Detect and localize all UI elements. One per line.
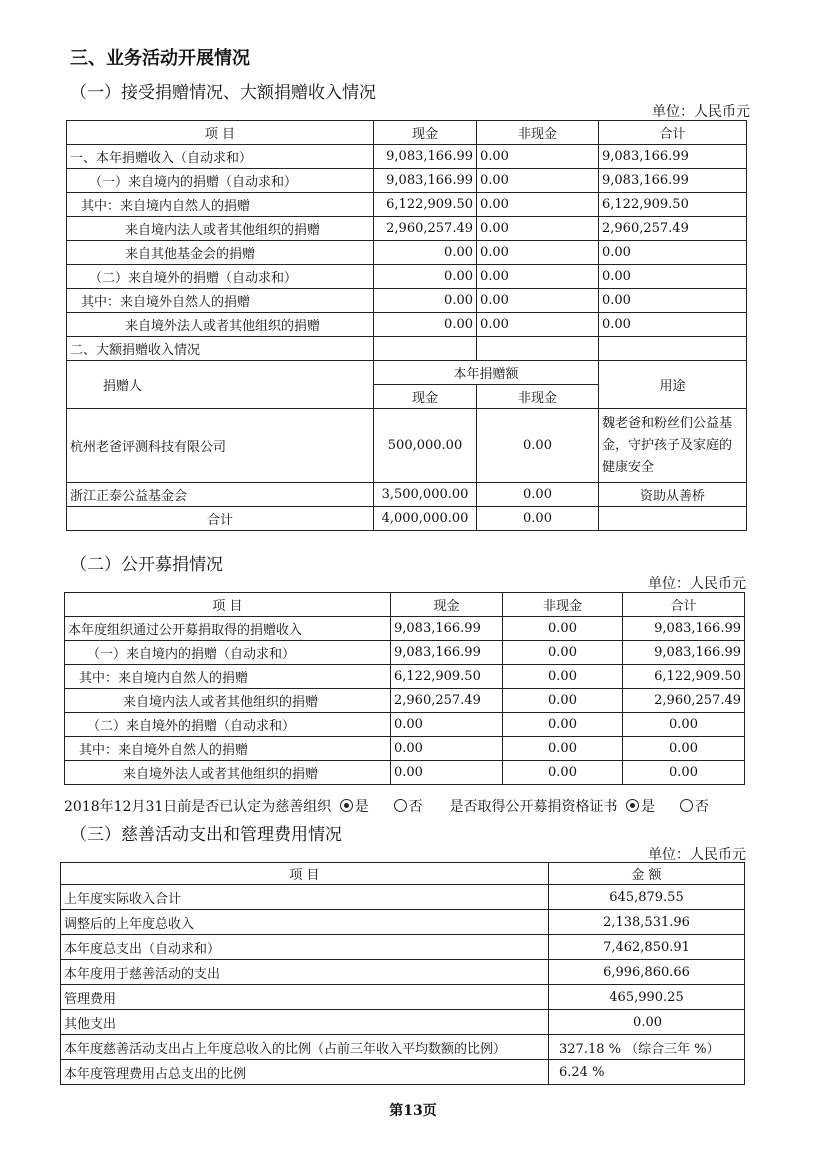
table-row xyxy=(61,960,745,985)
donation-table xyxy=(66,120,747,531)
row-cash: 0.00 xyxy=(391,713,503,737)
row-noncash: 0.00 xyxy=(503,665,623,689)
donor-use: 魏老爸和粉丝们公益基金，守护孩子及家庭的健康安全 xyxy=(599,409,747,483)
row-label: 其中：来自境内自然人的捐赠 xyxy=(65,665,391,689)
cert-yes-radio[interactable] xyxy=(626,799,639,812)
header-amount: 金 额 xyxy=(549,863,745,885)
row-label: 调整后的上年度总收入 xyxy=(61,910,549,935)
header-cash: 现金 xyxy=(391,593,503,617)
table-row xyxy=(67,217,747,241)
row-noncash: 0.00 xyxy=(477,289,599,313)
row-total: 6,122,909.50 xyxy=(623,665,745,689)
page-number: 第13页 xyxy=(389,1103,437,1119)
row-total: 9,083,166.99 xyxy=(623,641,745,665)
row-noncash: 0.00 xyxy=(503,689,623,713)
row-label: 来自境内法人或者其他组织的捐赠 xyxy=(67,217,374,241)
row-noncash: 0.00 xyxy=(477,193,599,217)
expense-table xyxy=(60,862,745,1085)
row-noncash: 0.00 xyxy=(477,169,599,193)
donor-name: 浙江正泰公益基金会 xyxy=(67,483,374,507)
table-row xyxy=(67,409,747,483)
table-row xyxy=(61,1010,745,1035)
donor-noncash: 0.00 xyxy=(477,409,599,483)
row-total: 0.00 xyxy=(623,737,745,761)
table-row xyxy=(67,265,747,289)
table-row xyxy=(61,985,745,1010)
row-label: 管理费用 xyxy=(61,985,549,1010)
header-item: 项 目 xyxy=(65,593,391,617)
row-cash: 6,122,909.50 xyxy=(374,193,477,217)
row-label: 本年度总支出（自动求和） xyxy=(61,935,549,960)
table-row xyxy=(67,313,747,337)
table-row xyxy=(67,289,747,313)
row-label: 本年度用于慈善活动的支出 xyxy=(61,960,549,985)
row-cash: 0.00 xyxy=(391,761,503,785)
row-total: 0.00 xyxy=(623,761,745,785)
row-cash: 0.00 xyxy=(391,737,503,761)
row-label: 来自境内法人或者其他组织的捐赠 xyxy=(65,689,391,713)
row-cash: 0.00 xyxy=(374,241,477,265)
row-noncash: 0.00 xyxy=(503,641,623,665)
table-row xyxy=(67,337,747,361)
row-value: 465,990.25 xyxy=(549,985,745,1010)
charity-yes-label: 是 xyxy=(354,799,369,815)
row-label: 来自境外法人或者其他组织的捐赠 xyxy=(67,313,374,337)
row-label: （二）来自境外的捐赠（自动求和） xyxy=(67,265,374,289)
total-label: 合计 xyxy=(67,507,374,531)
subsection-title-public: （二）公开募捐情况 xyxy=(70,555,223,575)
row-label: 来自境外法人或者其他组织的捐赠 xyxy=(65,761,391,785)
row-noncash: 0.00 xyxy=(503,761,623,785)
fundraising-cert-question: 是否取得公开募捐资格证书 xyxy=(449,799,618,815)
row-cash: 2,960,257.49 xyxy=(374,217,477,241)
table-row xyxy=(65,689,745,713)
row-label: 其中：来自境外自然人的捐赠 xyxy=(67,289,374,313)
donor-use: 资助从善桥 xyxy=(599,483,747,507)
row-cash: 9,083,166.99 xyxy=(391,617,503,641)
cert-no-radio[interactable] xyxy=(680,799,693,812)
row-cash: 9,083,166.99 xyxy=(391,641,503,665)
large-donation-label: 二、大额捐赠收入情况 xyxy=(67,337,374,361)
donor-noncash: 0.00 xyxy=(477,483,599,507)
row-cash: 6,122,909.50 xyxy=(391,665,503,689)
row-value: 2,138,531.96 xyxy=(549,910,745,935)
charity-no-label: 否 xyxy=(408,799,423,815)
header-noncash: 非现金 xyxy=(503,593,623,617)
charity-no-radio[interactable] xyxy=(394,799,407,812)
use-header: 用途 xyxy=(599,361,747,409)
unit-label: 单位：人民币元 xyxy=(652,104,750,120)
table-header-row xyxy=(67,121,747,145)
donor-cash-header: 现金 xyxy=(374,385,477,409)
donor-name: 杭州老爸评测科技有限公司 xyxy=(67,409,374,483)
row-value: 645,879.55 xyxy=(549,885,745,910)
table-row xyxy=(65,737,745,761)
table-row xyxy=(65,617,745,641)
row-label: 本年度组织通过公开募捐取得的捐赠收入 xyxy=(65,617,391,641)
row-label: 本年度管理费用占总支出的比例 xyxy=(61,1060,549,1085)
row-total: 0.00 xyxy=(599,313,747,337)
row-total: 0.00 xyxy=(599,289,747,313)
row-value: 7,462,850.91 xyxy=(549,935,745,960)
header-cash: 现金 xyxy=(374,121,477,145)
cert-yes-label: 是 xyxy=(640,799,655,815)
row-noncash: 0.00 xyxy=(477,241,599,265)
row-cash: 2,960,257.49 xyxy=(391,689,503,713)
row-noncash: 0.00 xyxy=(503,713,623,737)
table-row xyxy=(67,483,747,507)
cert-no-label: 否 xyxy=(694,799,709,815)
table-row xyxy=(67,193,747,217)
row-total: 9,083,166.99 xyxy=(599,169,747,193)
row-cash: 0.00 xyxy=(374,265,477,289)
table-row xyxy=(61,1060,745,1085)
table-row xyxy=(65,665,745,689)
row-cash: 0.00 xyxy=(374,289,477,313)
total-noncash: 0.00 xyxy=(477,507,599,531)
subsection-title-expenses: （三）慈善活动支出和管理费用情况 xyxy=(70,825,342,845)
row-value: 327.18 % （综合三年 %） xyxy=(549,1035,745,1060)
public-fundraising-table xyxy=(64,592,745,785)
row-noncash: 0.00 xyxy=(503,737,623,761)
table-row xyxy=(61,885,745,910)
row-total: 2,960,257.49 xyxy=(599,217,747,241)
row-label: 一、本年捐赠收入（自动求和） xyxy=(67,145,374,169)
total-row xyxy=(67,507,747,531)
table-row xyxy=(65,641,745,665)
amount-header: 本年捐赠额 xyxy=(374,361,599,385)
donor-cash: 3,500,000.00 xyxy=(374,483,477,507)
row-noncash: 0.00 xyxy=(477,313,599,337)
row-total: 6,122,909.50 xyxy=(599,193,747,217)
charity-recognized-question: 2018年12月31日前是否已认定为慈善组织 xyxy=(64,799,332,815)
row-cash: 9,083,166.99 xyxy=(374,145,477,169)
header-item: 项 目 xyxy=(67,121,374,145)
table-row xyxy=(65,713,745,737)
row-cash: 9,083,166.99 xyxy=(374,169,477,193)
header-total: 合计 xyxy=(599,121,747,145)
row-value: 0.00 xyxy=(549,1010,745,1035)
unit-label: 单位：人民币元 xyxy=(648,847,746,863)
row-total: 0.00 xyxy=(623,713,745,737)
row-label: （一）来自境内的捐赠（自动求和） xyxy=(67,169,374,193)
table-row xyxy=(61,1035,745,1060)
unit-label: 单位：人民币元 xyxy=(648,576,746,592)
table-row xyxy=(65,761,745,785)
row-label: 其中：来自境内自然人的捐赠 xyxy=(67,193,374,217)
row-label: （一）来自境内的捐赠（自动求和） xyxy=(65,641,391,665)
row-label: 上年度实际收入合计 xyxy=(61,885,549,910)
row-cash: 0.00 xyxy=(374,313,477,337)
row-noncash: 0.00 xyxy=(477,265,599,289)
header-noncash: 非现金 xyxy=(477,121,599,145)
certification-line xyxy=(64,796,709,816)
row-label: 其中：来自境外自然人的捐赠 xyxy=(65,737,391,761)
table-row xyxy=(61,910,745,935)
row-total: 0.00 xyxy=(599,265,747,289)
row-label: 来自其他基金会的捐赠 xyxy=(67,241,374,265)
row-total: 2,960,257.49 xyxy=(623,689,745,713)
table-row xyxy=(67,145,747,169)
row-value: 6,996,860.66 xyxy=(549,960,745,985)
row-label: （二）来自境外的捐赠（自动求和） xyxy=(65,713,391,737)
charity-yes-radio[interactable] xyxy=(340,799,353,812)
table-row xyxy=(67,169,747,193)
row-noncash: 0.00 xyxy=(477,217,599,241)
donor-cash: 500,000.00 xyxy=(374,409,477,483)
donor-header-row xyxy=(67,361,747,385)
header-total: 合计 xyxy=(623,593,745,617)
table-row xyxy=(67,241,747,265)
table-row xyxy=(61,935,745,960)
header-item: 项 目 xyxy=(61,863,549,885)
row-value: 6.24 % xyxy=(549,1060,745,1085)
total-cash: 4,000,000.00 xyxy=(374,507,477,531)
donor-header: 捐赠人 xyxy=(67,361,374,409)
row-total: 9,083,166.99 xyxy=(623,617,745,641)
row-total: 9,083,166.99 xyxy=(599,145,747,169)
row-noncash: 0.00 xyxy=(503,617,623,641)
row-label: 其他支出 xyxy=(61,1010,549,1035)
section-title: 三、业务活动开展情况 xyxy=(70,48,250,69)
donor-noncash-header: 非现金 xyxy=(477,385,599,409)
table-header-row xyxy=(61,863,745,885)
row-total: 0.00 xyxy=(599,241,747,265)
subsection-title-donations: （一）接受捐赠情况、大额捐赠收入情况 xyxy=(70,83,376,103)
row-label: 本年度慈善活动支出占上年度总收入的比例（占前三年收入平均数额的比例） xyxy=(61,1035,549,1060)
table-header-row xyxy=(65,593,745,617)
row-noncash: 0.00 xyxy=(477,145,599,169)
